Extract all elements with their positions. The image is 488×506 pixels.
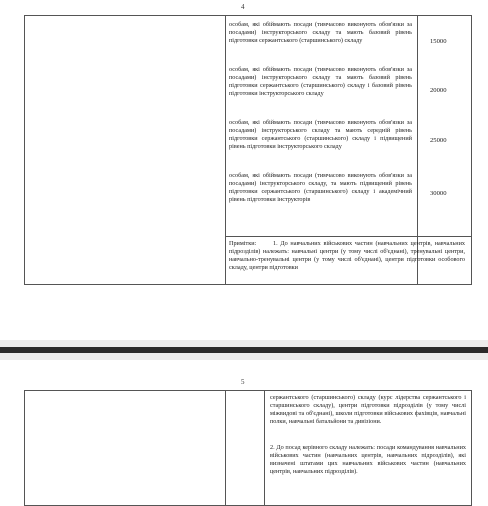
note-label: Примітки: xyxy=(229,240,257,247)
note-text: 1. До навчальних військових частин (навчальних центрів, навчальних підрозділів) належать: навчальні центри (у тому числі об'єднані), тренувальні центри, навчально-тренувальні центри (у тому числі об'єднані), центри підготовки особового складу, центри підготовки xyxy=(229,240,465,272)
table-row-amount: 30000 xyxy=(430,190,447,197)
table-row-amount: 20000 xyxy=(430,87,447,94)
note-continued-text: сержантського (старшинського) складу (курс лідерства сержантського і старшинського складу), центри підготовки підрозділів (у тому числі міжвидові та об'єднані), школи підготовки військових фахівців, навчальні полки, навчальні батальйони та дивізіони. xyxy=(270,394,466,426)
page-number: 5 xyxy=(241,378,245,386)
column-divider xyxy=(264,391,265,505)
table-row-text: особам, які обіймають посади (тимчасово виконують обов'язки за посадами) інструкторського складу та мають середній рівень підготовки сержантського (старшинського) складу і підвищений рівень підготовки інструкторського складу xyxy=(229,119,412,151)
table-row-text: особам, які обіймають посади (тимчасово виконують обов'язки за посадами) інструкторського складу, та мають підвищений рівень підготовки сержантського (старшинського) складу і академічний рівень підготовки інструкторів xyxy=(229,172,412,204)
table-row-amount: 15000 xyxy=(430,38,447,45)
table-row-amount: 25000 xyxy=(430,137,447,144)
page-separator xyxy=(0,340,488,360)
table-row-text: особам, які обіймають посади (тимчасово виконують обов'язки за посадами) інструкторського складу та мають базовий рівень підготовки сержантського (старшинського) складу xyxy=(229,21,412,45)
table-row-text: особам, які обіймають посади (тимчасово виконують обов'язки за посадами) інструкторського складу та мають базовий рівень підготовки сержантського (старшинського) складу і базовий рівень підготовки інструкторського складу xyxy=(229,66,412,98)
note-item-2-text: 2. До посад керівного складу належать: посади командування навчальних військових частин (навчальних центрів, навчальних підрозділів), які визначені штатами цих навчальних військових частин (навчальних центрів, навчальних підрозділів). xyxy=(270,444,466,476)
page-number: 4 xyxy=(241,3,245,11)
document-page-5 xyxy=(0,360,488,502)
column-divider xyxy=(225,16,226,284)
column-divider xyxy=(225,391,226,505)
row-divider xyxy=(225,236,471,237)
